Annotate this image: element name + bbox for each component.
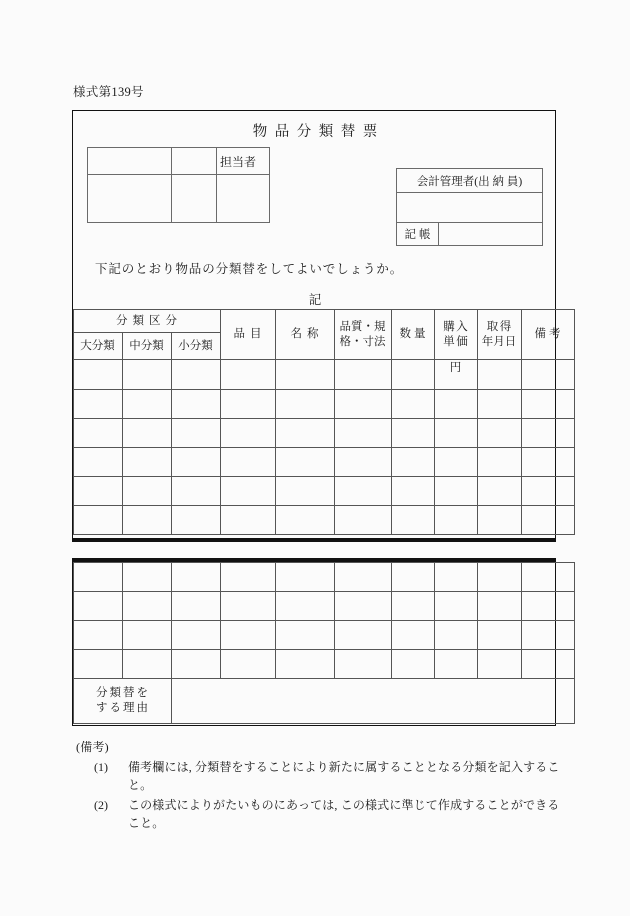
- cell-hinshitsu[interactable]: [334, 477, 391, 506]
- table-row: [73, 477, 574, 506]
- cell-suryo[interactable]: [391, 477, 434, 506]
- reason-value-field[interactable]: [171, 678, 574, 723]
- form-number: 様式第139号: [73, 85, 144, 99]
- cell-shobunrui[interactable]: [171, 390, 220, 419]
- lower-cell-2[interactable]: [122, 620, 171, 649]
- reason-label-line1: 分類替を: [96, 687, 150, 700]
- lower-cell-10[interactable]: [521, 620, 574, 649]
- lower-cell-9[interactable]: [477, 562, 521, 591]
- accounting-manager-seal-cell[interactable]: [397, 193, 543, 223]
- table-row: [73, 620, 574, 649]
- lower-cell-5[interactable]: [275, 620, 334, 649]
- requester-cell-1[interactable]: [88, 148, 172, 175]
- cell-biko[interactable]: [521, 506, 574, 535]
- lower-cell-5[interactable]: [275, 649, 334, 678]
- cell-hinmoku[interactable]: [220, 419, 275, 448]
- lower-cell-9[interactable]: [477, 591, 521, 620]
- table-row: [397, 223, 543, 246]
- items-table: [73, 309, 575, 535]
- upper-form-block: [72, 110, 564, 542]
- lower-cell-1[interactable]: [73, 620, 122, 649]
- cell-chubunrui[interactable]: [122, 477, 171, 506]
- accounting-manager-table: [396, 168, 543, 246]
- lower-cell-6[interactable]: [334, 591, 391, 620]
- table-row: [397, 169, 543, 193]
- cell-hinmoku[interactable]: [220, 448, 275, 477]
- note-text: この様式によりがたいものにあっては, この様式に準じて作成することができること。: [128, 797, 560, 831]
- cell-tanka[interactable]: [434, 419, 477, 448]
- lower-cell-8[interactable]: [434, 562, 477, 591]
- column-header-shobunrui: 小分類: [171, 333, 220, 360]
- table-row: [88, 175, 270, 223]
- cell-meisho[interactable]: [275, 390, 334, 419]
- request-statement: 下記のとおり物品の分類替をしてよいでしょうか。: [95, 262, 404, 276]
- cell-hinshitsu[interactable]: [334, 360, 391, 390]
- table-row: [73, 419, 574, 448]
- lower-cell-10[interactable]: [521, 562, 574, 591]
- requester-label-tantousha: 担当者: [217, 148, 270, 175]
- column-header-daibunrui: 大分類: [73, 333, 122, 360]
- table-row: [88, 148, 270, 175]
- cell-biko[interactable]: [521, 419, 574, 448]
- cell-meisho[interactable]: [275, 477, 334, 506]
- requester-cell-5[interactable]: [172, 175, 217, 223]
- note-number: (1): [94, 759, 108, 774]
- items-table-header-row-1: [73, 310, 574, 333]
- cell-shobunrui[interactable]: [171, 448, 220, 477]
- cell-shutoku[interactable]: [477, 506, 521, 535]
- lower-cell-6[interactable]: [334, 620, 391, 649]
- note-text: 備考欄には, 分類替をすることにより新たに属することとなる分類を記入すること。: [128, 759, 560, 793]
- reason-row: [73, 678, 574, 723]
- lower-cell-7[interactable]: [391, 649, 434, 678]
- table-row: [73, 649, 574, 678]
- lower-cell-3[interactable]: [171, 591, 220, 620]
- cell-shobunrui[interactable]: [171, 360, 220, 390]
- cell-shutoku[interactable]: [477, 419, 521, 448]
- lower-cell-4[interactable]: [220, 562, 275, 591]
- lower-cell-10[interactable]: [521, 591, 574, 620]
- cell-hinshitsu[interactable]: [334, 448, 391, 477]
- lower-cell-7[interactable]: [391, 620, 434, 649]
- cell-shutoku[interactable]: [477, 360, 521, 390]
- cell-shutoku[interactable]: [477, 477, 521, 506]
- cell-daibunrui[interactable]: [73, 419, 122, 448]
- notes-heading: (備考): [76, 740, 109, 754]
- cell-tanka-unit[interactable]: 円: [434, 360, 477, 390]
- form-title: 物品分類替票: [252, 124, 385, 140]
- column-header-hinshitsu-line2: 格・寸法: [339, 335, 386, 348]
- lower-cell-7[interactable]: [391, 591, 434, 620]
- lower-cell-9[interactable]: [477, 620, 521, 649]
- cell-meisho[interactable]: [275, 419, 334, 448]
- lower-cell-4[interactable]: [220, 649, 275, 678]
- lower-cell-8[interactable]: [434, 591, 477, 620]
- cell-hinshitsu[interactable]: [334, 419, 391, 448]
- lower-cell-10[interactable]: [521, 649, 574, 678]
- cell-chubunrui[interactable]: [122, 419, 171, 448]
- cell-hinshitsu[interactable]: [334, 390, 391, 419]
- note-number: (2): [94, 797, 108, 812]
- cell-daibunrui[interactable]: [73, 477, 122, 506]
- cell-shobunrui[interactable]: [171, 506, 220, 535]
- column-header-tanka: [434, 310, 477, 360]
- cell-meisho[interactable]: [275, 448, 334, 477]
- lower-cell-3[interactable]: [171, 649, 220, 678]
- lower-form-block: [72, 558, 556, 726]
- table-row: [73, 506, 574, 535]
- cell-chubunrui[interactable]: [122, 390, 171, 419]
- lower-cell-9[interactable]: [477, 649, 521, 678]
- reason-label: [73, 678, 171, 723]
- cell-daibunrui[interactable]: [73, 448, 122, 477]
- table-row: [73, 360, 574, 390]
- lower-cell-1[interactable]: [73, 562, 122, 591]
- cell-tanka[interactable]: [434, 477, 477, 506]
- cell-tanka[interactable]: [434, 506, 477, 535]
- column-header-classification-group: 分類区分: [73, 310, 220, 333]
- lower-cell-1[interactable]: [73, 591, 122, 620]
- cell-daibunrui[interactable]: [73, 506, 122, 535]
- kicho-value-cell[interactable]: [439, 223, 543, 246]
- cell-shutoku[interactable]: [477, 390, 521, 419]
- cell-meisho[interactable]: [275, 360, 334, 390]
- lower-cell-8[interactable]: [434, 620, 477, 649]
- notes-section: [76, 738, 566, 833]
- cell-hinmoku[interactable]: [220, 506, 275, 535]
- column-header-tanka-line1: 購入: [443, 321, 470, 334]
- cell-chubunrui[interactable]: [122, 360, 171, 390]
- cell-shutoku[interactable]: [477, 448, 521, 477]
- cell-biko[interactable]: [521, 360, 574, 390]
- cell-chubunrui[interactable]: [122, 448, 171, 477]
- lower-cell-4[interactable]: [220, 620, 275, 649]
- lower-cell-2[interactable]: [122, 562, 171, 591]
- column-header-chubunrui: 中分類: [122, 333, 171, 360]
- table-row: [73, 591, 574, 620]
- cell-suryo[interactable]: [391, 448, 434, 477]
- lower-cell-2[interactable]: [122, 591, 171, 620]
- table-row: [73, 390, 574, 419]
- column-header-biko: 備考: [521, 310, 574, 360]
- table-row: [397, 193, 543, 223]
- cell-meisho[interactable]: [275, 506, 334, 535]
- cell-tanka[interactable]: [434, 448, 477, 477]
- cell-suryo[interactable]: [391, 360, 434, 390]
- cell-tanka[interactable]: [434, 390, 477, 419]
- column-header-meisho: 名称: [275, 310, 334, 360]
- cell-chubunrui[interactable]: [122, 506, 171, 535]
- reason-label-line2: する理由: [96, 701, 150, 714]
- cell-hinshitsu[interactable]: [334, 506, 391, 535]
- lower-cell-1[interactable]: [73, 649, 122, 678]
- reason-table: [73, 562, 575, 724]
- requester-cell-2[interactable]: [172, 148, 217, 175]
- kicho-label: 記帳: [397, 223, 439, 246]
- lower-cell-3[interactable]: [171, 562, 220, 591]
- cell-biko[interactable]: [521, 390, 574, 419]
- column-header-hinmoku: 品目: [220, 310, 275, 360]
- cell-suryo[interactable]: [391, 390, 434, 419]
- table-row: [73, 448, 574, 477]
- requester-header-table: [87, 147, 270, 223]
- lower-cell-5[interactable]: [275, 591, 334, 620]
- cell-shobunrui[interactable]: [171, 477, 220, 506]
- cell-suryo[interactable]: [391, 419, 434, 448]
- column-header-hinshitsu: [334, 310, 391, 360]
- lower-cell-8[interactable]: [434, 649, 477, 678]
- cell-biko[interactable]: [521, 477, 574, 506]
- accounting-manager-title: 会計管理者(出 納 員): [397, 169, 543, 193]
- lower-cell-7[interactable]: [391, 562, 434, 591]
- lower-cell-6[interactable]: [334, 562, 391, 591]
- column-header-shutoku-line1: 取得: [486, 321, 513, 334]
- column-header-tanka-line2: 単価: [443, 335, 470, 348]
- ki-mark: 記: [308, 293, 322, 307]
- column-header-shutoku-line2: 年月日: [481, 335, 517, 348]
- requester-cell-4[interactable]: [88, 175, 172, 223]
- table-row: [73, 562, 574, 591]
- lower-cell-5[interactable]: [275, 562, 334, 591]
- cell-biko[interactable]: [521, 448, 574, 477]
- column-header-suryo: 数量: [391, 310, 434, 360]
- lower-cell-3[interactable]: [171, 620, 220, 649]
- cell-hinmoku[interactable]: [220, 360, 275, 390]
- cell-hinmoku[interactable]: [220, 477, 275, 506]
- requester-cell-6[interactable]: [217, 175, 270, 223]
- cell-shobunrui[interactable]: [171, 419, 220, 448]
- cell-daibunrui[interactable]: [73, 390, 122, 419]
- column-header-hinshitsu-line1: 品質・規: [339, 321, 386, 334]
- cell-daibunrui[interactable]: [73, 360, 122, 390]
- note-item: [76, 796, 566, 833]
- note-item: [76, 758, 566, 795]
- column-header-shutoku: [477, 310, 521, 360]
- lower-cell-4[interactable]: [220, 591, 275, 620]
- lower-cell-6[interactable]: [334, 649, 391, 678]
- lower-cell-2[interactable]: [122, 649, 171, 678]
- cell-suryo[interactable]: [391, 506, 434, 535]
- cell-hinmoku[interactable]: [220, 390, 275, 419]
